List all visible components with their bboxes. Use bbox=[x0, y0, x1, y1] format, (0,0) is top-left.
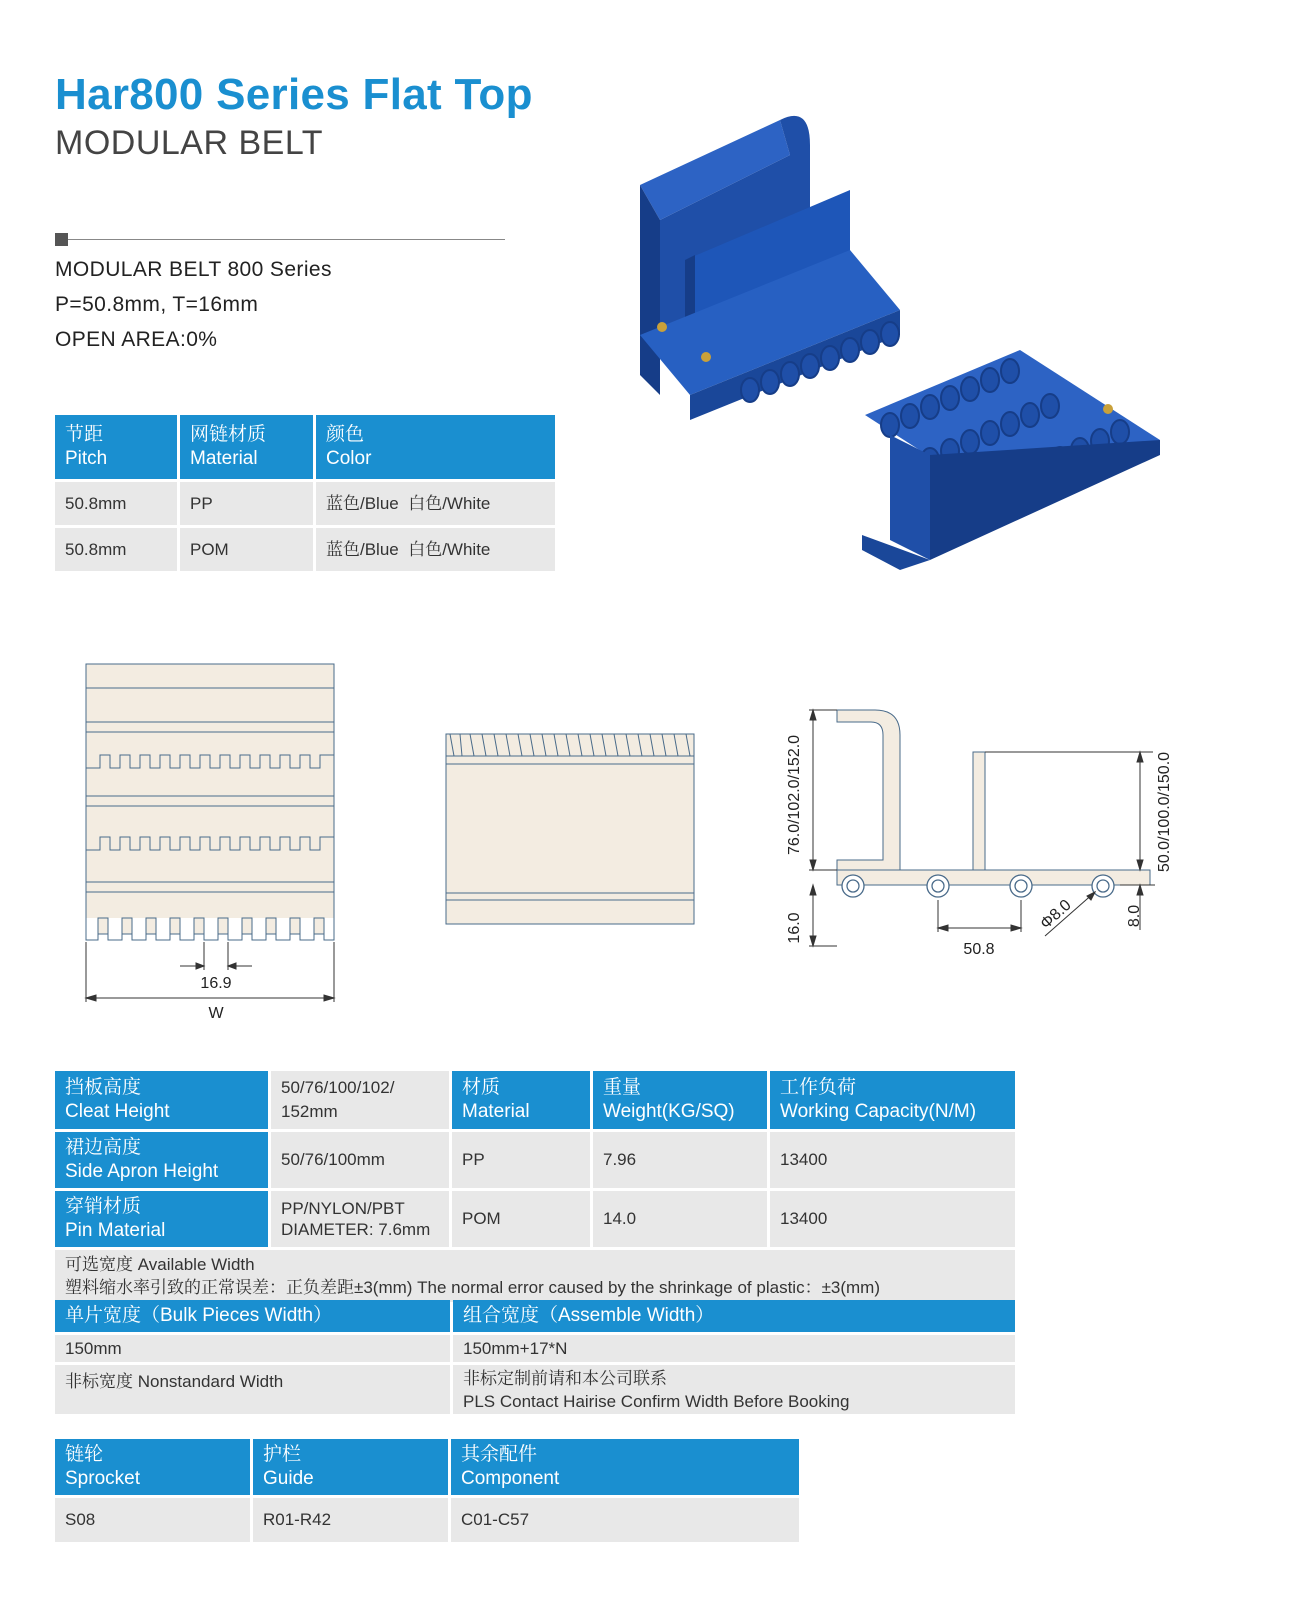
header-guide: 护栏 Guide bbox=[253, 1439, 448, 1495]
header-assemble-width: 组合宽度（Assemble Width） bbox=[453, 1300, 1015, 1332]
table-row bbox=[55, 1132, 1015, 1188]
material-table bbox=[52, 412, 558, 574]
width-dimension-label: W bbox=[208, 1005, 224, 1022]
cell-color: 蓝色/Blue 白色/White bbox=[316, 482, 555, 525]
spec-series: MODULAR BELT 800 Series bbox=[55, 258, 332, 281]
cleat-height-dimension: 76.0/102.0/152.0 bbox=[786, 734, 803, 856]
belt-3d-illustration bbox=[600, 95, 1180, 570]
cell-capacity: 13400 bbox=[770, 1191, 1015, 1247]
pin-diameter-dimension: Φ8.0 bbox=[1037, 896, 1075, 933]
header-working-capacity: 工作负荷 Working Capacity(N/M) bbox=[770, 1071, 1015, 1129]
width-note: 可选宽度 Available Width 塑料缩水率引致的正常误差：正负差距±3(mm) The normal error caused by the shrinkage of plastic：±3(mm) bbox=[55, 1250, 1015, 1302]
header-material: 材质 Material bbox=[452, 1071, 590, 1129]
top-view-drawing bbox=[80, 660, 342, 1025]
header-pin-material: 穿销材质 Pin Material bbox=[55, 1191, 268, 1247]
cell-weight: 7.96 bbox=[593, 1132, 767, 1188]
side-view-drawing bbox=[775, 700, 1185, 965]
header-sprocket: 链轮 Sprocket bbox=[55, 1439, 250, 1495]
header-side-apron-height: 裙边高度 Side Apron Height bbox=[55, 1132, 268, 1188]
cell-weight: 14.0 bbox=[593, 1191, 767, 1247]
page-title: Har800 Series Flat Top bbox=[55, 70, 533, 119]
cell-bulk-width: 150mm bbox=[55, 1332, 450, 1362]
header-weight: 重量 Weight(KG/SQ) bbox=[593, 1071, 767, 1129]
cell-side-apron-value: 50/76/100mm bbox=[271, 1132, 449, 1188]
page-subtitle: MODULAR BELT bbox=[55, 124, 323, 162]
cell-nonstandard-note: 非标定制前请和本公司联系 PLS Contact Hairise Confirm Width Before Booking bbox=[453, 1362, 1015, 1414]
table-row bbox=[55, 1498, 799, 1542]
table-row bbox=[55, 1191, 1015, 1247]
front-view-drawing bbox=[440, 728, 700, 928]
header-bulk-width: 单片宽度（Bulk Pieces Width） bbox=[55, 1300, 450, 1332]
spec-open-area: OPEN AREA:0% bbox=[55, 328, 218, 351]
header-color: 颜色 Color bbox=[316, 415, 555, 479]
cell-material: POM bbox=[180, 528, 313, 571]
cell-nonstandard-label: 非标宽度 Nonstandard Width bbox=[55, 1362, 450, 1414]
cell-material: PP bbox=[452, 1132, 590, 1188]
cell-capacity: 13400 bbox=[770, 1132, 1015, 1188]
cell-material: POM bbox=[452, 1191, 590, 1247]
cell-pitch: 50.8mm bbox=[55, 528, 177, 571]
width-table bbox=[52, 1300, 1018, 1414]
cell-component: C01-C57 bbox=[451, 1498, 799, 1542]
table-row bbox=[55, 482, 555, 525]
cell-color: 蓝色/Blue 白色/White bbox=[316, 528, 555, 571]
header-cleat-height: 挡板高度 Cleat Height bbox=[55, 1071, 268, 1129]
header-component: 其余配件 Component bbox=[451, 1439, 799, 1495]
accessory-table bbox=[52, 1436, 802, 1545]
table-row bbox=[55, 528, 555, 571]
pitch-dimension-label: 16.9 bbox=[200, 975, 232, 992]
cell-assemble-width: 150mm+17*N bbox=[453, 1332, 1015, 1362]
spec-pitch-thickness: P=50.8mm, T=16mm bbox=[55, 293, 259, 316]
cell-guide: R01-R42 bbox=[253, 1498, 448, 1542]
cell-sprocket: S08 bbox=[55, 1498, 250, 1542]
section-divider bbox=[68, 239, 505, 240]
cell-material: PP bbox=[180, 482, 313, 525]
section-marker bbox=[55, 233, 68, 246]
header-material: 网链材质 Material bbox=[180, 415, 313, 479]
cell-pitch: 50.8mm bbox=[55, 482, 177, 525]
thickness-dimension: 16.0 bbox=[786, 912, 803, 944]
cell-pin-material-value: PP/NYLON/PBT DIAMETER: 7.6mm bbox=[271, 1191, 449, 1247]
header-pitch: 节距 Pitch bbox=[55, 415, 177, 479]
spec-table bbox=[52, 1068, 1018, 1305]
cell-cleat-height-value: 50/76/100/102/ 152mm bbox=[271, 1071, 449, 1129]
small-dimension: 8.0 bbox=[1126, 904, 1143, 928]
apron-height-dimension: 50.0/100.0/150.0 bbox=[1156, 751, 1173, 873]
side-pitch-dimension: 50.8 bbox=[963, 941, 995, 958]
